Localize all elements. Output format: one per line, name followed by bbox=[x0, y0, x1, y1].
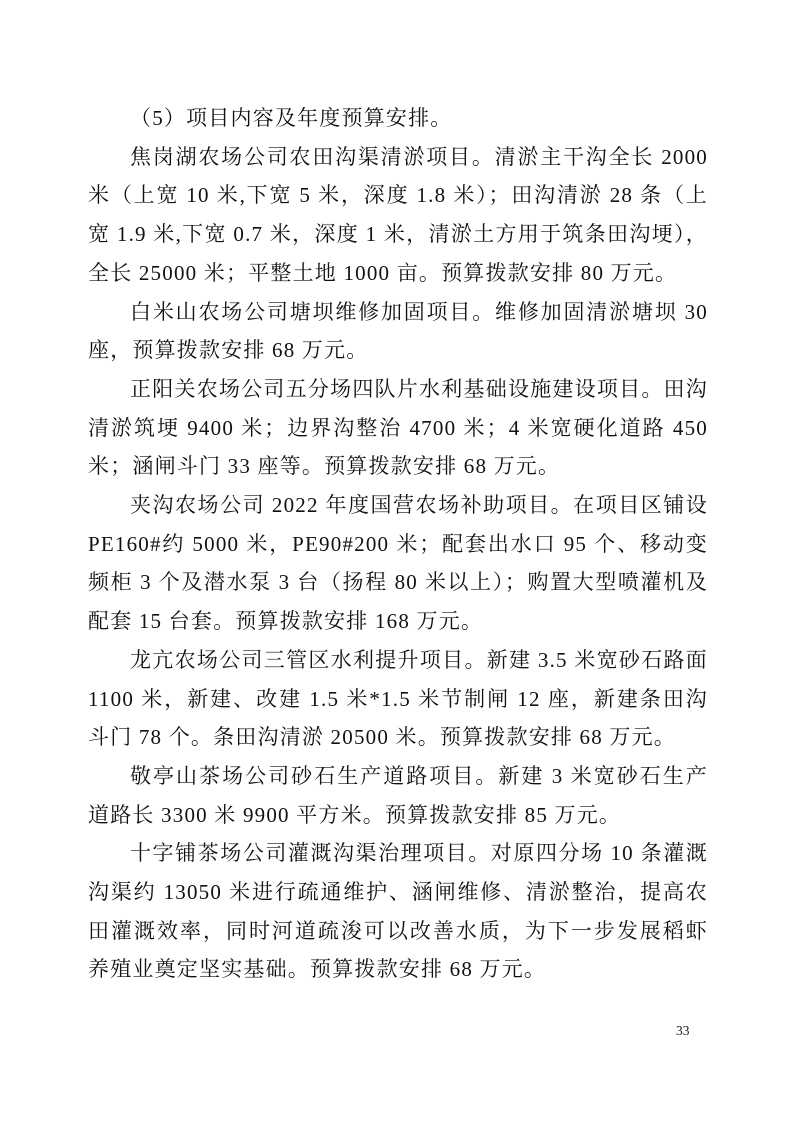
paragraph-jingtingshan: 敬亭山茶场公司砂石生产道路项目。新建 3 米宽砂石生产道路长 3300 米 9900 平方米。预算拨款安排 85 万元。 bbox=[88, 763, 708, 827]
paragraph-shizipu: 十字铺茶场公司灌溉沟渠治理项目。对原四分场 10 条灌溉沟渠约 13050 米进行疏通维护、涵闸维修、清淤整治，提高农田灌溉效率，同时河道疏浚可以改善水质，为下一步发展稻虾养殖业奠定坚实基础。预算拨款安排 68 万元。 bbox=[88, 841, 708, 982]
paragraph-longkang: 龙亢农场公司三管区水利提升项目。新建 3.5 米宽砂石路面 1100 米，新建、改建 1.5 米*1.5 米节制闸 12 座，新建条田沟斗门 78 个。条田沟清淤 20500 米。预算拨款安排 68 万元。 bbox=[88, 647, 708, 750]
paragraph-jiaoganghu: 焦岗湖农场公司农田沟渠清淤项目。清淤主干沟全长 2000 米（上宽 10 米,下宽 5 米，深度 1.8 米）；田沟清淤 28 条（上宽 1.9 米,下宽 0.7 米，深度 1 米，清淤土方用于筑条田沟埂），全长 25000 米；平整土地 1000 亩。预算拨款安排 80 万元。 bbox=[88, 144, 708, 285]
paragraph-baimishan: 白米山农场公司塘坝维修加固项目。维修加固清淤塘坝 30 座，预算拨款安排 68 万元。 bbox=[88, 299, 708, 363]
paragraph-zhengyangguan: 正阳关农场公司五分场四队片水利基础设施建设项目。田沟清淤筑埂 9400 米；边界沟整治 4700 米；4 米宽硬化道路 450 米；涵闸斗门 33 座等。预算拨款安排 68 万元。 bbox=[88, 376, 708, 479]
page-number: 33 bbox=[676, 1023, 690, 1038]
paragraph-jiagou: 夹沟农场公司 2022 年度国营农场补助项目。在项目区铺设 PE160#约 5000 米，PE90#200 米；配套出水口 95 个、移动变频柜 3 个及潜水泵 3 台（扬程 80 米以上）；购置大型喷灌机及配套 15 台套。预算拨款安排 168 万元。 bbox=[88, 493, 708, 634]
section-heading: （5）项目内容及年度预算安排。 bbox=[130, 106, 453, 130]
document-body bbox=[88, 99, 708, 989]
